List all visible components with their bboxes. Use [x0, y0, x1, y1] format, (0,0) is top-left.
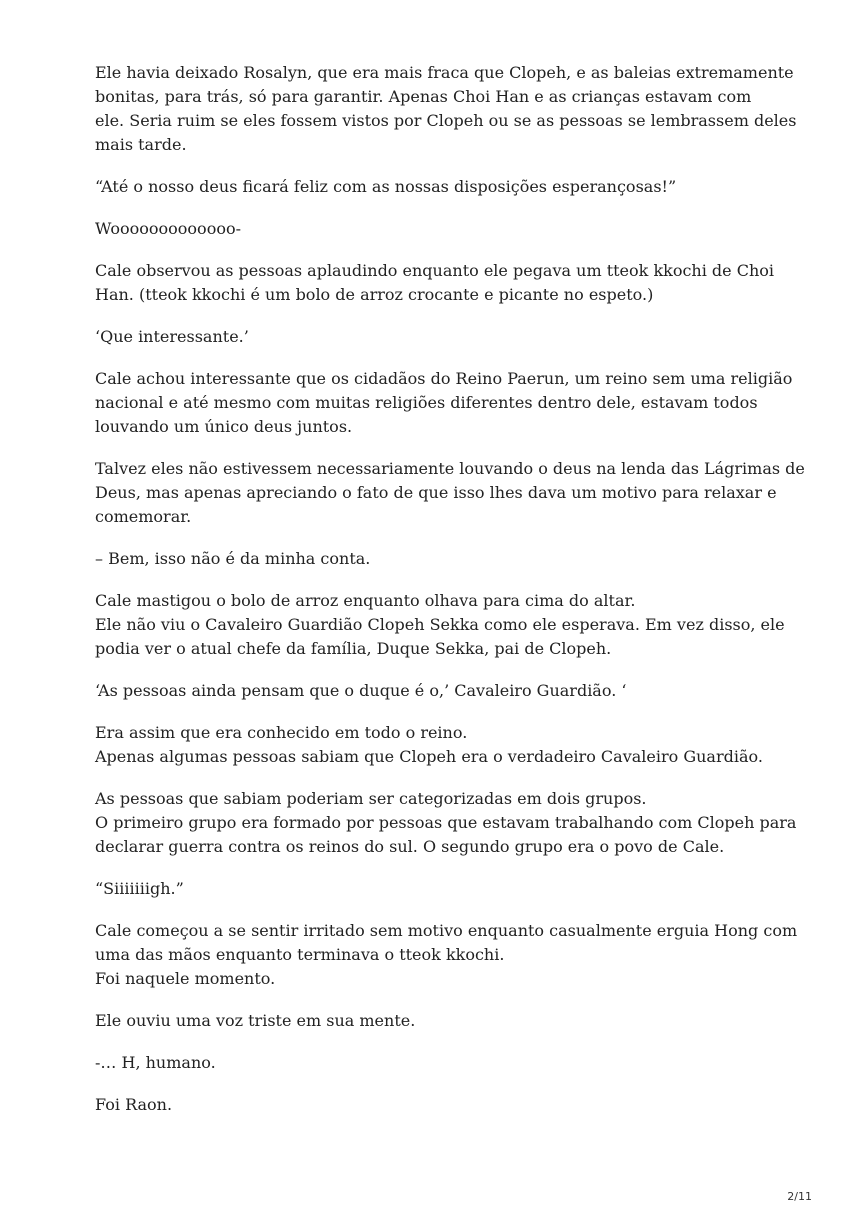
paragraph	[95, 175, 775, 199]
paragraph	[95, 1051, 775, 1075]
paragraph	[95, 457, 805, 529]
text-line: comemorar.	[95, 507, 192, 526]
text-line: Deus, mas apenas apreciando o fato de que isso lhes dava um motivo para relaxar e	[95, 483, 777, 502]
text-line: Apenas algumas pessoas sabiam que Clopeh era o verdadeiro Cavaleiro Guardião.	[95, 747, 763, 766]
text-line: Foi naquele momento.	[95, 969, 276, 988]
document-body	[95, 61, 805, 1135]
paragraph	[95, 547, 775, 571]
text-line: podia ver o atual chefe da família, Duque Sekka, pai de Clopeh.	[95, 639, 612, 658]
text-line: As pessoas que sabiam poderiam ser categorizadas em dois grupos.	[95, 789, 647, 808]
text-line: bonitas, para trás, só para garantir. Apenas Choi Han e as crianças estavam com	[95, 87, 752, 106]
text-line: Cale mastigou o bolo de arroz enquanto olhava para cima do altar.	[95, 591, 636, 610]
paragraph	[95, 1009, 775, 1033]
paragraph	[95, 589, 785, 661]
text-line: ‘Que interessante.’	[95, 327, 249, 346]
text-line: Foi Raon.	[95, 1095, 173, 1114]
text-line: O primeiro grupo era formado por pessoas que estavam trabalhando com Clopeh para	[95, 813, 797, 832]
text-line: Cale começou a se sentir irritado sem motivo enquanto casualmente erguia Hong com	[95, 921, 798, 940]
paragraph	[95, 787, 797, 859]
paragraph	[95, 217, 775, 241]
paragraph	[95, 367, 793, 439]
text-line: “Até o nosso deus ficará feliz com as nossas disposições esperançosas!”	[95, 177, 677, 196]
text-line: Wooooooooooooo-	[95, 219, 241, 238]
text-line: Cale achou interessante que os cidadãos do Reino Paerun, um reino sem uma religião	[95, 369, 793, 388]
text-line: -… H, humano.	[95, 1053, 216, 1072]
paragraph	[95, 61, 797, 157]
text-line: Ele não viu o Cavaleiro Guardião Clopeh Sekka como ele esperava. Em vez disso, ele	[95, 615, 785, 634]
page-number: 2/11	[787, 1190, 812, 1203]
text-line: uma das mãos enquanto terminava o tteok kkochi.	[95, 945, 505, 964]
text-line: Ele havia deixado Rosalyn, que era mais fraca que Clopeh, e as baleias extremamente	[95, 63, 794, 82]
paragraph	[95, 919, 798, 991]
text-line: Ele ouviu uma voz triste em sua mente.	[95, 1011, 416, 1030]
text-line: mais tarde.	[95, 135, 187, 154]
text-line: ‘As pessoas ainda pensam que o duque é o,’ Cavaleiro Guardião. ‘	[95, 681, 627, 700]
paragraph	[95, 325, 775, 349]
text-line: louvando um único deus juntos.	[95, 417, 353, 436]
text-line: ele. Seria ruim se eles fossem vistos por Clopeh ou se as pessoas se lembrassem deles	[95, 111, 797, 130]
text-line: Era assim que era conhecido em todo o reino.	[95, 723, 468, 742]
paragraph	[95, 721, 775, 769]
text-line: Talvez eles não estivessem necessariamente louvando o deus na lenda das Lágrimas de	[95, 459, 805, 478]
paragraph	[95, 679, 775, 703]
text-line: “Siiiiiiigh.”	[95, 879, 184, 898]
paragraph	[95, 877, 775, 901]
text-line: – Bem, isso não é da minha conta.	[95, 549, 371, 568]
paragraph	[95, 259, 775, 307]
text-line: Han. (tteok kkochi é um bolo de arroz crocante e picante no espeto.)	[95, 285, 654, 304]
paragraph	[95, 1093, 775, 1117]
text-line: declarar guerra contra os reinos do sul. O segundo grupo era o povo de Cale.	[95, 837, 725, 856]
text-line: Cale observou as pessoas aplaudindo enquanto ele pegava um tteok kkochi de Choi	[95, 261, 775, 280]
text-line: nacional e até mesmo com muitas religiões diferentes dentro dele, estavam todos	[95, 393, 758, 412]
